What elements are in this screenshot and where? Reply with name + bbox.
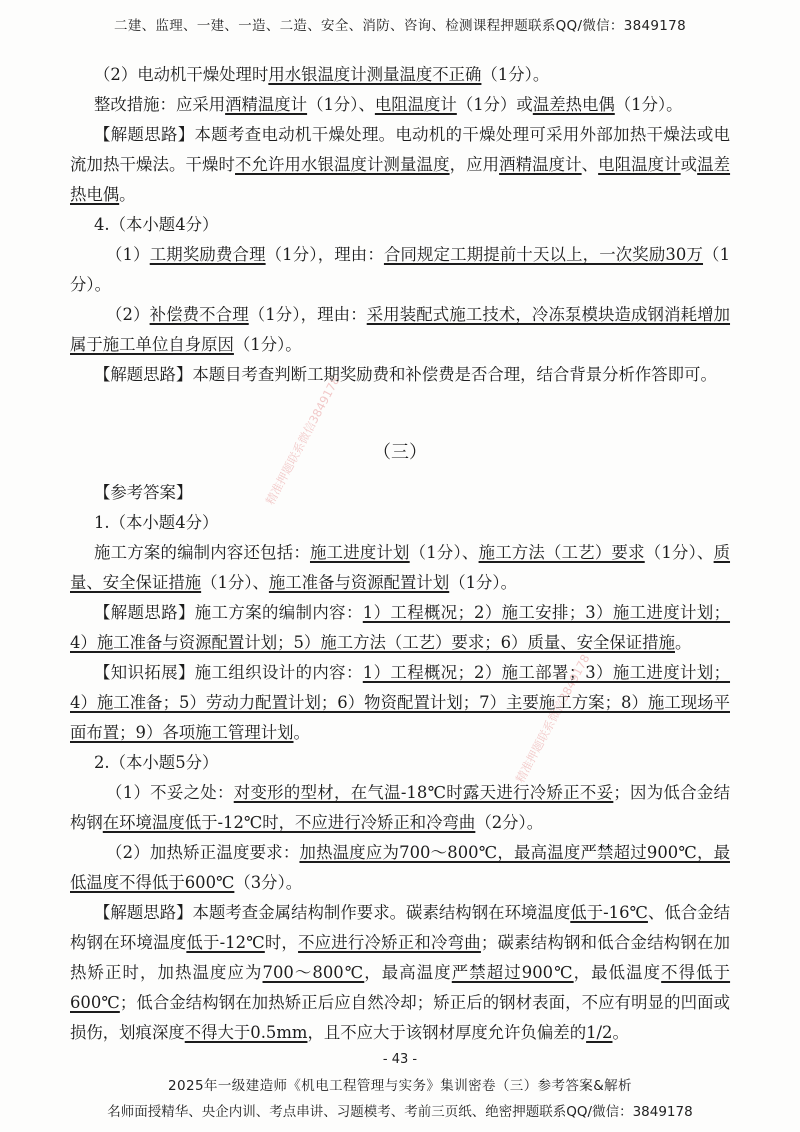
answer-2-1: （1）不妥之处：对变形的型材，在气温-18℃时露天进行冷矫正不妥；因为低合金结构钢在环境温度低于-12℃时，不应进行冷矫正和冷弯曲（2分）。 xyxy=(70,783,731,832)
knowledge-extension: 【知识拓展】施工组织设计的内容：1）工程概况；2）施工部署；3）施工进度计划；4）施工准备；5）劳动力配置计划；6）物资配置计划；7）主要施工方案；8）施工现场平面布置；9）各项施工管理计划。 xyxy=(70,663,731,742)
answer-2-2: （2）加热矫正温度要求：加热温度应为700～800℃，最高温度严禁超过900℃，最低温度不得低于600℃（3分）。 xyxy=(70,843,730,892)
question-1-title: 1.（本小题4分） xyxy=(94,513,219,532)
footer-title: 2025年一级建造师《机电工程管理与实务》集训密卷（三）参考答案&解析 xyxy=(168,1078,632,1094)
answer-4-1: （1）工期奖励费合理（1分），理由：合同规定工期提前十天以上，一次奖励30万（1分）。 xyxy=(70,245,731,294)
reference-answer-label: 【参考答案】 xyxy=(94,483,193,502)
solution-idea: 【解题思路】本题考查金属结构制作要求。碳素结构钢在环境温度低于-16℃、低合金结构钢在环境温度低于-12℃时，不应进行冷矫正和冷弯曲；碳素结构钢和低合金结构钢在加热矫正时，加热温度应为700～800℃，最高温度严禁超过900℃，最低温度不得低于600℃；低合金结构钢在加热矫正后应自然冷却；矫正后的钢材表面，不应有明显的凹面或损伤，划痕深度不得大于0.5mm，且不应大于该钢材厚度允许负偏差的1/2。 xyxy=(70,903,731,1042)
solution-idea: 【解题思路】本题目考查判断工期奖励费和补偿费是否合理，结合背景分析作答即可。 xyxy=(94,365,717,384)
page-header: 二建、监理、一建、一造、二造、安全、消防、咨询、检测课程押题联系QQ/微信：3849178 xyxy=(114,18,686,34)
watermark: 精准押题联系微信3849178 xyxy=(512,652,593,786)
answer-item-2: （2）电动机干燥处理时用水银温度计测量温度不正确（1分）。 xyxy=(94,65,550,84)
answer-4-2: （2）补偿费不合理（1分），理由：采用装配式施工技术，冷冻泵模块造成钢消耗增加属于施工单位自身原因（1分）。 xyxy=(70,305,731,354)
question-4-title: 4.（本小题4分） xyxy=(94,215,219,234)
solution-idea: 【解题思路】本题考查电动机干燥处理。电动机的干燥处理可采用外部加热干燥法或电流加热干燥法。干燥时不允许用水银温度计测量温度，应用酒精温度计、电阻温度计或温差热电偶。 xyxy=(70,125,731,204)
fix-measures: 整改措施：应采用酒精温度计（1分）、电阻温度计（1分）或温差热电偶（1分）。 xyxy=(94,95,683,114)
watermark: 精准押题联系微信3849178 xyxy=(262,374,343,508)
question-2-title: 2.（本小题5分） xyxy=(94,753,219,772)
footer-contact: 名师面授精华、央企内训、考点串讲、习题模考、考前三页纸、绝密押题联系QQ/微信：3849178 xyxy=(107,1104,693,1120)
section-title: （三） xyxy=(373,442,427,463)
page-number: - 43 - xyxy=(382,1052,418,1067)
document-body xyxy=(70,60,730,1048)
answer-1: 施工方案的编制内容还包括：施工进度计划（1分）、施工方法（工艺）要求（1分）、质量、安全保证措施（1分）、施工准备与资源配置计划（1分）。 xyxy=(70,543,731,592)
solution-idea: 【解题思路】施工方案的编制内容：1）工程概况；2）施工安排；3）施工进度计划；4）施工准备与资源配置计划；5）施工方法（工艺）要求；6）质量、安全保证措施。 xyxy=(70,603,731,652)
